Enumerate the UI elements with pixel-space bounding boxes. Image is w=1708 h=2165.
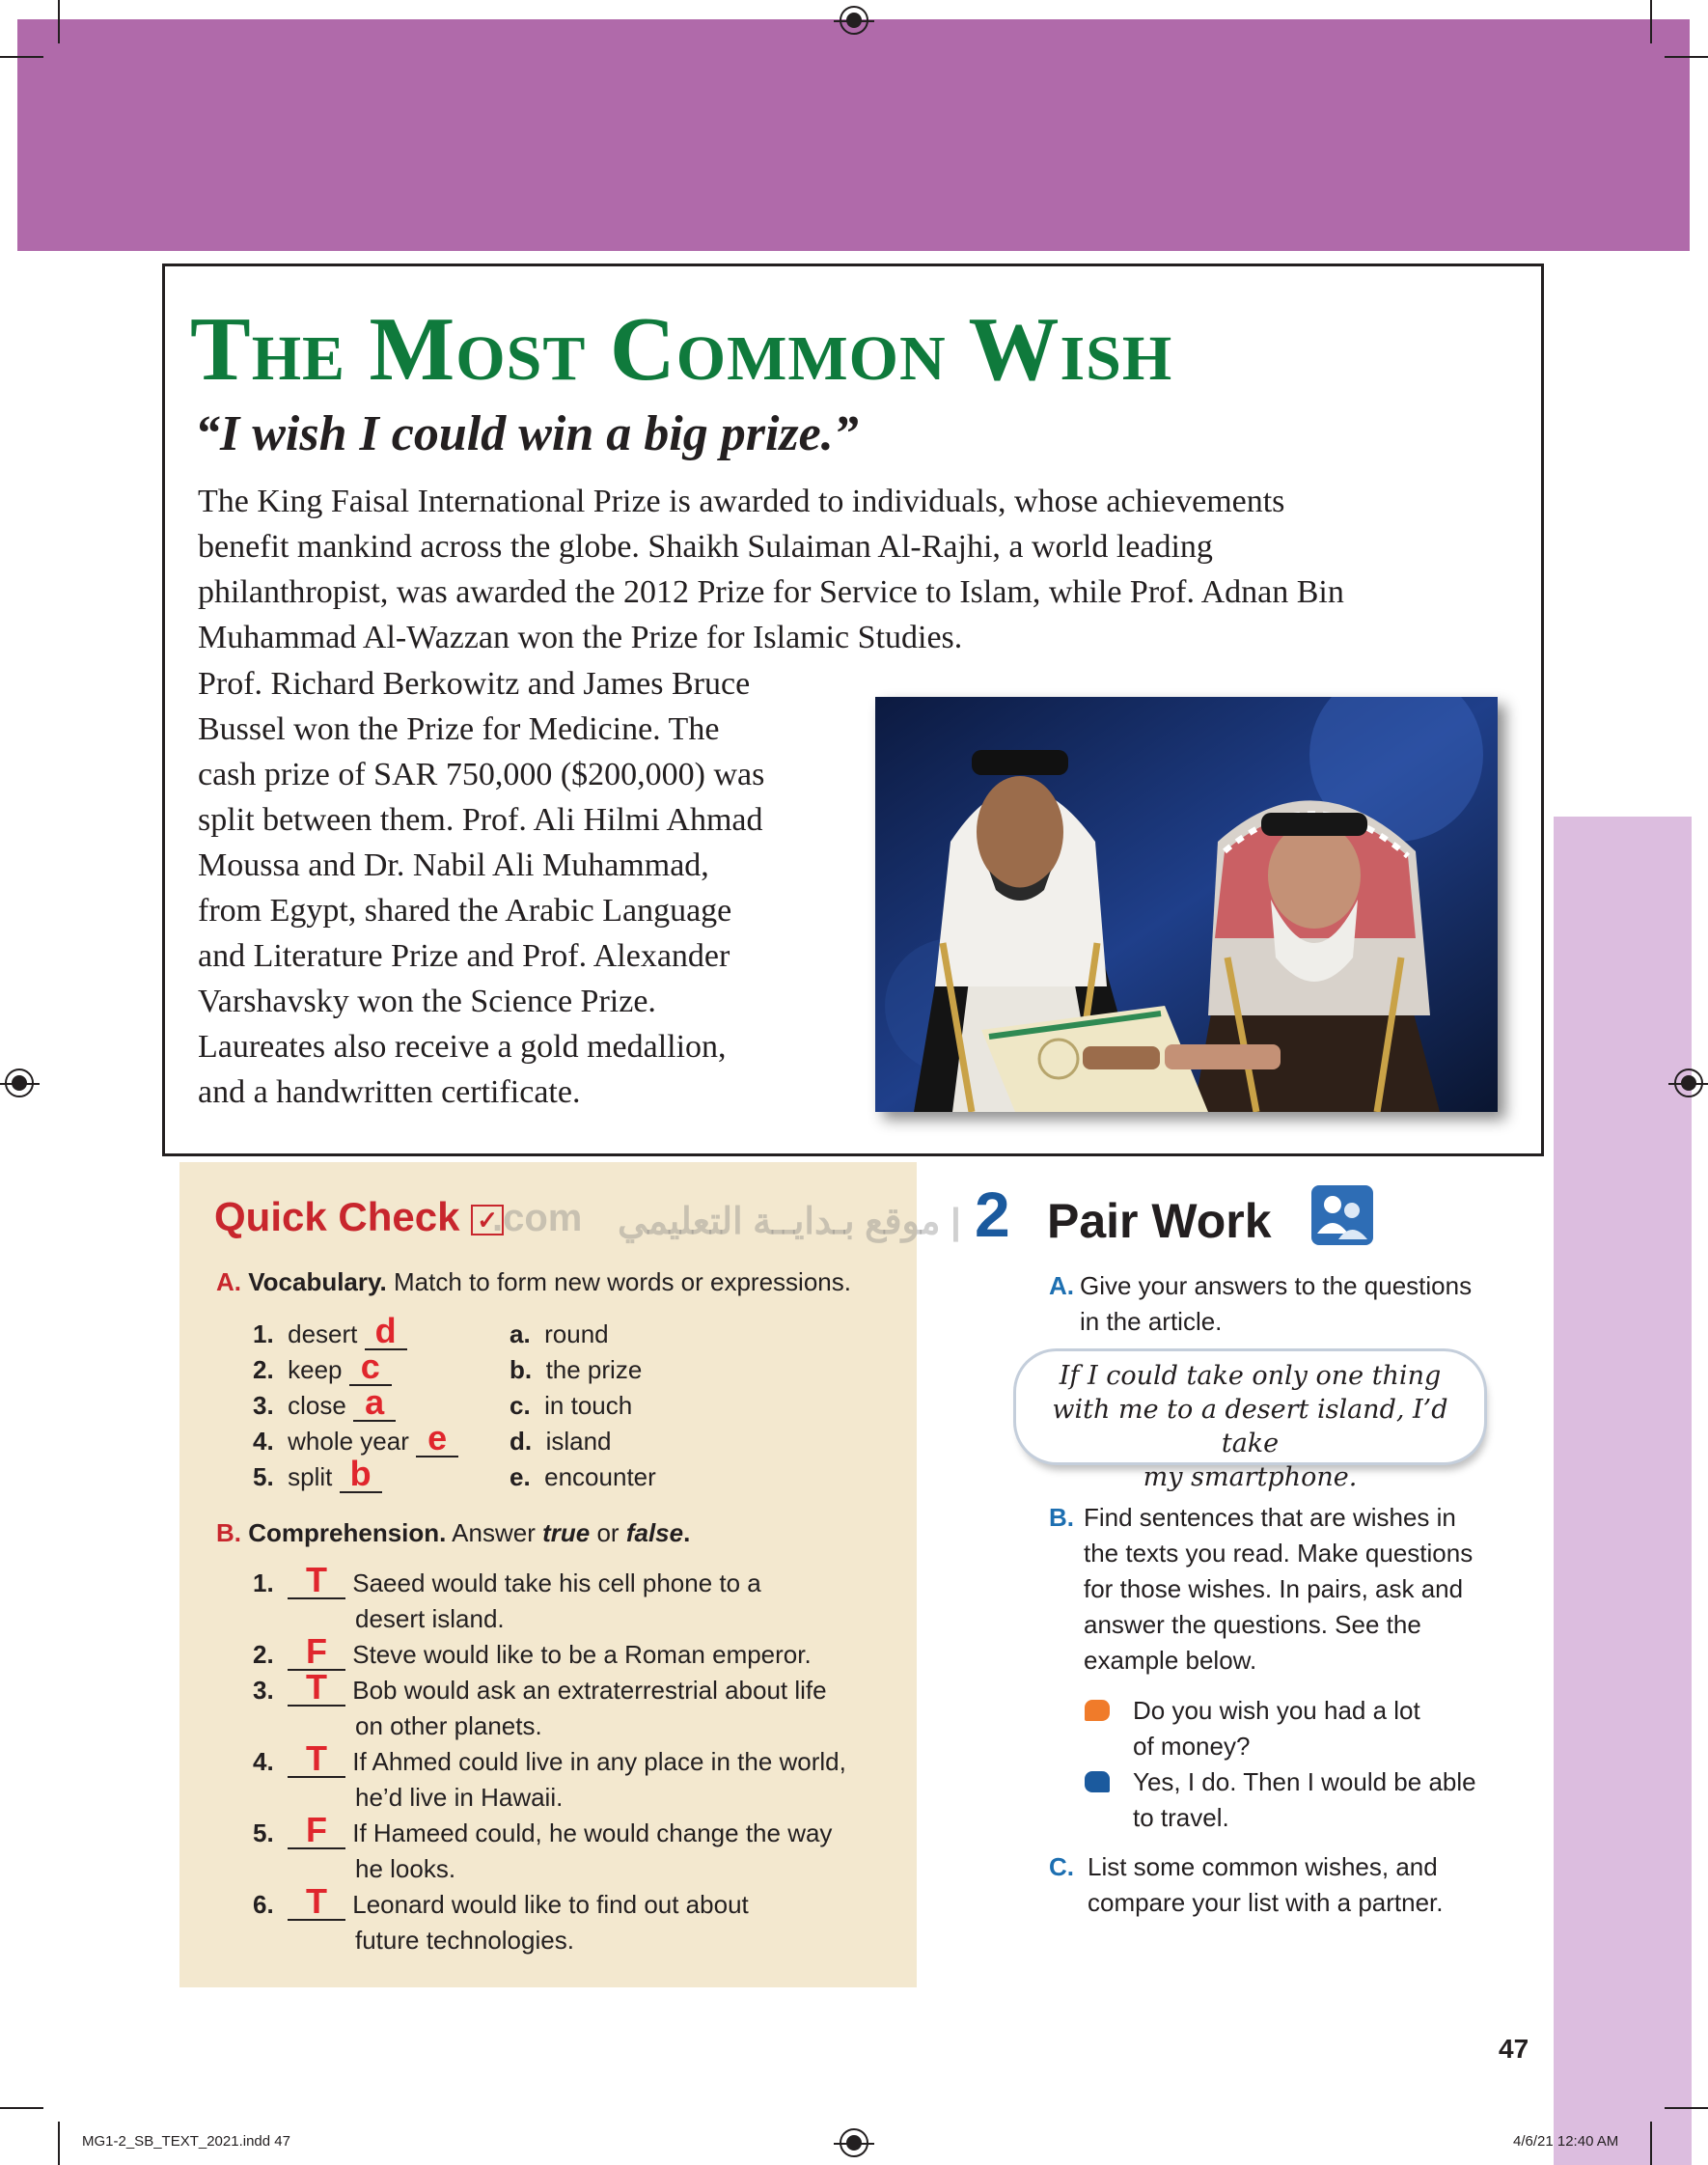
text-line: example below. — [1084, 1646, 1257, 1675]
statement-text: Steve would like to be a Roman emperor. — [352, 1640, 812, 1669]
text-line: Yes, I do. Then I would be able — [1133, 1767, 1476, 1796]
answer-letter: b — [349, 1454, 372, 1493]
section-letter: B. — [216, 1518, 241, 1547]
crop-mark — [1650, 2122, 1652, 2165]
item-word: split — [288, 1462, 333, 1491]
answer-letter: e — [427, 1418, 448, 1457]
text-line: my smartphone. — [1143, 1462, 1358, 1492]
item-number: 4. — [253, 1427, 274, 1456]
period: . — [683, 1518, 691, 1547]
text-line: to travel. — [1133, 1803, 1229, 1832]
answer-letter: T — [306, 1881, 327, 1921]
option-text: round — [544, 1319, 609, 1348]
answer-letter: T — [306, 1738, 327, 1778]
registration-mark-icon — [5, 1069, 34, 1097]
text-line: in the article. — [1080, 1307, 1223, 1336]
pair-work-a — [1049, 1268, 1472, 1340]
statement-text: Saeed would take his cell phone to a — [352, 1568, 761, 1597]
text-line: benefit mankind across the globe. Shaikh Sulaiman Al-Rajhi, a world leading — [198, 529, 1213, 565]
vocabulary-left-list — [253, 1311, 458, 1495]
answer-letter: T — [306, 1667, 327, 1707]
speech-icon — [1085, 1700, 1110, 1721]
statement-text: Leonard would like to find out about — [352, 1890, 749, 1919]
option-letter: d. — [510, 1427, 533, 1456]
article-paragraph-left — [198, 661, 764, 1115]
tf-item-continuation: he’d live in Hawaii. — [355, 1783, 564, 1812]
text-line: from Egypt, shared the Arabic Language — [198, 893, 732, 929]
crop-mark — [1665, 2107, 1708, 2109]
item-number: 1. — [253, 1568, 274, 1597]
article-subtitle: “I wish I could win a big prize.” — [195, 406, 859, 461]
text-line: Do you wish you had a lot — [1133, 1696, 1420, 1725]
article-title: The Most Common Wish — [190, 299, 1173, 400]
item-number: 2. — [253, 1640, 274, 1669]
section-letter: B. — [1049, 1503, 1074, 1532]
vocab-item — [253, 1346, 458, 1388]
dialogue — [1085, 1693, 1476, 1836]
top-color-band — [17, 19, 1690, 251]
tf-item — [253, 1881, 846, 1923]
pair-work-icon — [1309, 1183, 1375, 1247]
crop-mark — [1650, 0, 1652, 43]
statement-text: Bob would ask an extraterrestrial about life — [352, 1676, 827, 1705]
option-text: encounter — [544, 1462, 656, 1491]
text-line: split between them. Prof. Ali Hilmi Ahmad — [198, 802, 763, 838]
vocab-option — [510, 1459, 656, 1495]
section-label: Vocabulary. — [248, 1267, 387, 1296]
vocab-item — [253, 1454, 458, 1495]
item-number: 4. — [253, 1747, 274, 1776]
crop-mark — [58, 2122, 60, 2165]
tf-item-continuation: he looks. — [355, 1854, 456, 1883]
speech-bubble-text — [1021, 1359, 1479, 1494]
text-line: and Literature Prize and Prof. Alexander — [198, 938, 730, 974]
tf-item — [253, 1631, 846, 1673]
section-letter: A. — [216, 1267, 241, 1296]
vocab-option — [510, 1317, 656, 1352]
item-number: 5. — [253, 1462, 274, 1491]
text-line: If I could take only one thing — [1059, 1361, 1442, 1391]
registration-mark-icon — [1674, 1069, 1703, 1097]
text-line: cash prize of SAR 750,000 ($200,000) was — [198, 757, 765, 792]
tf-item-continuation: desert island. — [355, 1604, 505, 1633]
option-text: in touch — [544, 1391, 633, 1420]
crop-mark — [0, 56, 43, 58]
vocab-option — [510, 1352, 656, 1388]
text-line: philanthropist, was awarded the 2012 Prize for Service to Islam, while Prof. Adnan Bin — [198, 574, 1344, 610]
text-line: and a handwritten certificate. — [198, 1074, 581, 1110]
option-letter: c. — [510, 1391, 531, 1420]
text-line: Bussel won the Prize for Medicine. The — [198, 711, 720, 747]
quick-check-title — [214, 1194, 504, 1240]
comprehension-list — [253, 1560, 846, 1958]
speech-icon — [1085, 1771, 1110, 1792]
crop-mark — [1665, 56, 1708, 58]
answer-letter: a — [365, 1382, 385, 1422]
pair-work-c — [1049, 1849, 1444, 1921]
text-line: Varshavsky won the Science Prize. — [198, 984, 656, 1019]
registration-mark-icon — [840, 6, 868, 35]
statement-text: If Ahmed could live in any place in the world, — [352, 1747, 846, 1776]
option-text: the prize — [545, 1355, 643, 1384]
item-number: 2. — [253, 1355, 274, 1384]
statement-text: If Hameed could, he would change the way — [352, 1818, 833, 1847]
side-color-band — [1554, 817, 1692, 2165]
vocabulary-instruction — [216, 1264, 851, 1300]
footer-date: 4/6/21 12:40 AM — [1513, 2133, 1619, 2150]
people-icon — [1309, 1183, 1375, 1247]
section-letter: A. — [1049, 1271, 1074, 1300]
word-true: true — [542, 1518, 591, 1547]
tf-item — [253, 1667, 846, 1708]
option-letter: a. — [510, 1319, 531, 1348]
vocab-option — [510, 1388, 656, 1424]
photo-illustration — [875, 697, 1498, 1112]
text-line: The King Faisal International Prize is awarded to individuals, whose achievements — [198, 484, 1285, 519]
vocab-option — [510, 1424, 656, 1459]
text-line: Find sentences that are wishes in — [1084, 1503, 1456, 1532]
item-word: keep — [288, 1355, 343, 1384]
text-line: Give your answers to the questions — [1080, 1271, 1473, 1300]
text-line: with me to a desert island, I’d take — [1052, 1395, 1448, 1458]
vocab-item — [253, 1311, 458, 1352]
section-label: Comprehension. — [248, 1518, 447, 1547]
answer-letter: c — [360, 1346, 380, 1386]
text-line: answer the questions. See the — [1084, 1610, 1421, 1639]
watermark-arabic: | موقع بـدايــة التعليمي — [618, 1202, 961, 1242]
text-line: the texts you read. Make questions — [1084, 1539, 1474, 1568]
instruction-text: Answer — [452, 1518, 536, 1547]
pair-work-b — [1049, 1500, 1473, 1679]
tf-item — [253, 1810, 846, 1851]
text-line: for those wishes. In pairs, ask and — [1084, 1574, 1464, 1603]
footer-file: MG1-2_SB_TEXT_2021.indd 47 — [82, 2133, 290, 2150]
answer-letter: T — [306, 1560, 327, 1599]
check-mark-icon: ✓ — [471, 1205, 504, 1235]
answer-letter: F — [306, 1810, 327, 1849]
page-number: 47 — [1499, 2034, 1529, 2064]
item-number: 5. — [253, 1818, 274, 1847]
quick-check-label: Quick Check — [214, 1194, 460, 1239]
item-number: 3. — [253, 1391, 274, 1420]
text-line: List some common wishes, and — [1088, 1852, 1438, 1881]
item-word: whole year — [288, 1427, 409, 1456]
answer-letter: d — [374, 1311, 397, 1350]
pair-work-number: 2 — [975, 1179, 1010, 1250]
section-instruction: Match to form new words or expressions. — [394, 1267, 851, 1296]
registration-mark-icon — [840, 2128, 868, 2157]
answer-letter: F — [306, 1631, 327, 1671]
pair-work-title: Pair Work — [1047, 1194, 1272, 1248]
tf-item-continuation: on other planets. — [355, 1711, 542, 1740]
comprehension-instruction — [216, 1515, 690, 1551]
text-line: Prof. Richard Berkowitz and James Bruce — [198, 666, 751, 702]
award-ceremony-photo — [875, 697, 1498, 1112]
section-letter: C. — [1049, 1852, 1074, 1881]
word-false: false — [625, 1518, 684, 1547]
item-number: 6. — [253, 1890, 274, 1919]
tf-item — [253, 1560, 846, 1601]
option-letter: b. — [510, 1355, 533, 1384]
text-line: Moussa and Dr. Nabil Ali Muhammad, — [198, 847, 709, 883]
text-line: of money? — [1133, 1732, 1251, 1761]
article-paragraph-top — [198, 479, 1344, 660]
vocabulary-right-list — [510, 1317, 656, 1495]
tf-item-continuation: future technologies. — [355, 1926, 574, 1955]
word-or: or — [596, 1518, 620, 1547]
text-line: Laureates also receive a gold medallion, — [198, 1029, 727, 1065]
option-text: island — [545, 1427, 612, 1456]
dialogue-line — [1085, 1764, 1476, 1836]
text-line: Muhammad Al-Wazzan won the Prize for Islamic Studies. — [198, 620, 963, 655]
text-line: compare your list with a partner. — [1088, 1888, 1444, 1917]
item-number: 3. — [253, 1676, 274, 1705]
item-word: close — [288, 1391, 346, 1420]
crop-mark — [58, 0, 60, 43]
watermark-text: .com — [492, 1197, 583, 1239]
option-letter: e. — [510, 1462, 531, 1491]
tf-item — [253, 1738, 846, 1780]
item-number: 1. — [253, 1319, 274, 1348]
crop-mark — [0, 2107, 43, 2109]
dialogue-line — [1085, 1693, 1476, 1764]
item-word: desert — [288, 1319, 358, 1348]
